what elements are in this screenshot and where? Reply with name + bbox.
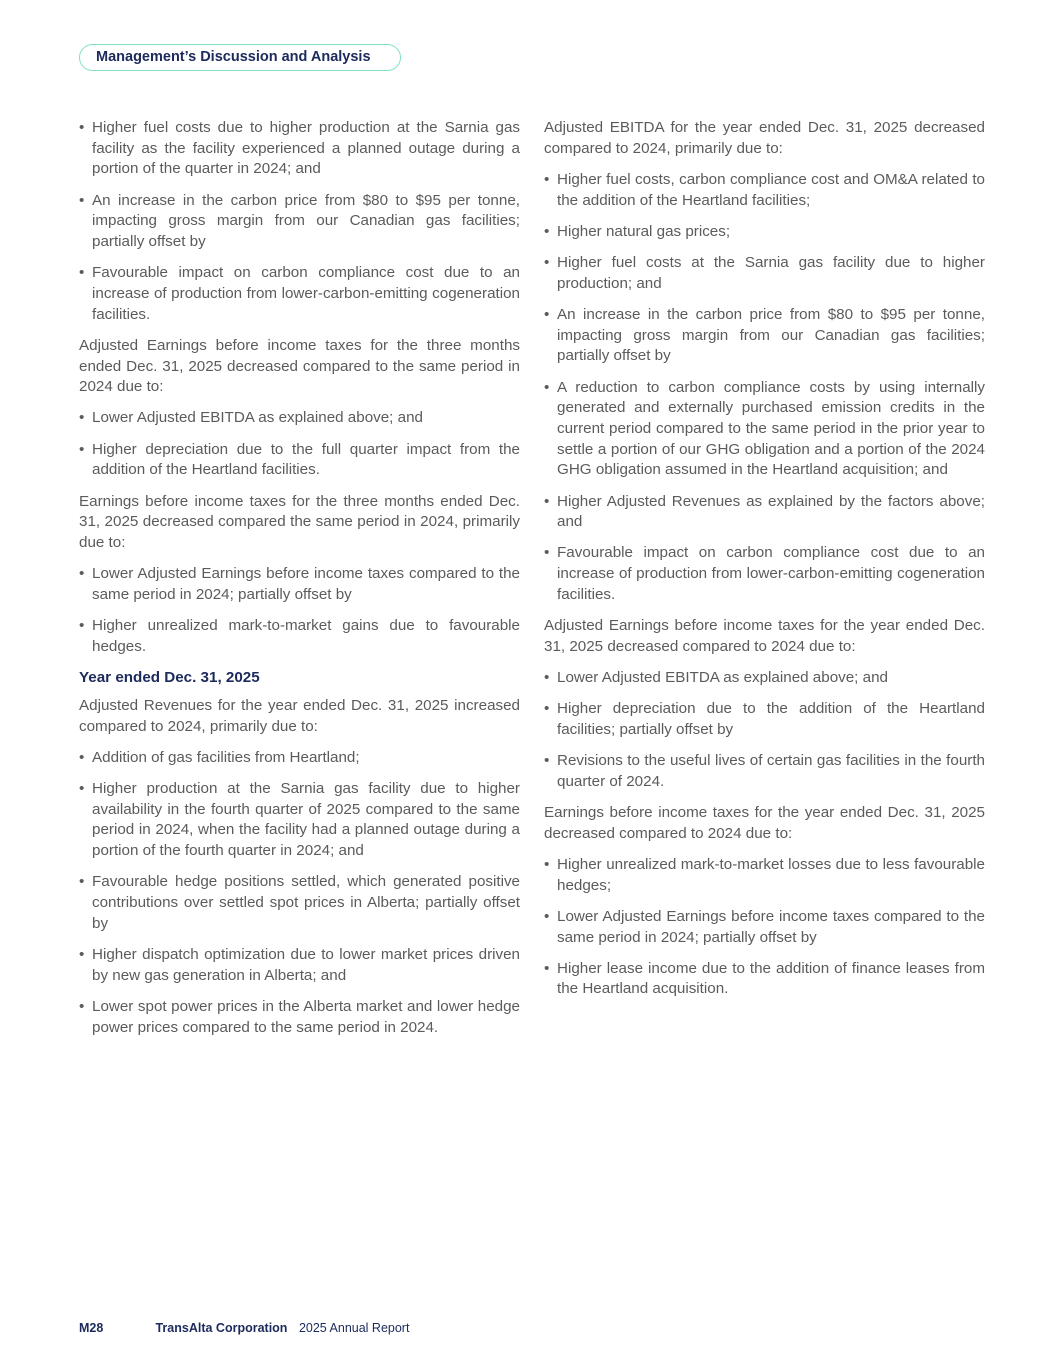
bullet-list — [544, 668, 985, 793]
list-item: • Addition of gas facilities from Heartland; — [79, 748, 520, 769]
left-column — [79, 118, 520, 1049]
company-name: TransAlta Corporation — [155, 1321, 288, 1335]
bullet-list — [79, 118, 520, 325]
report-title: 2025 Annual Report — [298, 1321, 410, 1335]
list-item: • Higher production at the Sarnia gas facility due to higher availability in the fourth quarter of 2025 compared to the same period in 2024, when the facility had a planned outage during a portion of the fourth quarter in 2024; and — [79, 779, 520, 862]
list-item: • A reduction to carbon compliance costs by using internally generated and externally purchased emission credits in the current period compared to the same period in the prior year to settle a portion of our GHG obligation and a portion of the 2024 GHG obligation assumed in the Heartland acquisition; and — [544, 378, 985, 482]
paragraph: Adjusted Earnings before income taxes for the three months ended Dec. 31, 2025 decreased compared to the same period in 2024 due to: — [79, 336, 520, 396]
section-title: Management’s Discussion and Analysis — [79, 44, 401, 71]
bullet-list — [544, 170, 985, 606]
list-item: • Lower Adjusted Earnings before income taxes compared to the same period in 2024; partially offset by — [79, 564, 520, 605]
list-item: • Higher fuel costs due to higher production at the Sarnia gas facility as the facility experienced a planned outage during a portion of the quarter in 2024; and — [79, 118, 520, 180]
list-item: • Higher Adjusted Revenues as explained by the factors above; and — [544, 492, 985, 533]
paragraph: Earnings before income taxes for the three months ended Dec. 31, 2025 decreased compared the same period in 2024, primarily due to: — [79, 492, 520, 551]
list-item: • Favourable impact on carbon compliance cost due to an increase of production from lower-carbon-emitting cogeneration facilities. — [79, 263, 520, 325]
list-item: • Higher natural gas prices; — [544, 222, 985, 243]
list-item: • Higher depreciation due to the addition of the Heartland facilities; partially offset by — [544, 699, 985, 740]
page-footer — [79, 1321, 409, 1335]
paragraph: Adjusted EBITDA for the year ended Dec. 31, 2025 decreased compared to 2024, primarily due to: — [544, 119, 985, 157]
list-item: • Favourable impact on carbon compliance cost due to an increase of production from lower-carbon-emitting cogeneration facilities. — [544, 543, 985, 605]
page-number: M28 — [79, 1321, 104, 1335]
subsection-heading: Year ended Dec. 31, 2025 — [79, 668, 260, 686]
list-item: • Higher fuel costs at the Sarnia gas facility due to higher production; and — [544, 253, 985, 294]
list-item: • Higher unrealized mark-to-market gains due to favourable hedges. — [79, 616, 520, 657]
list-item: • Higher unrealized mark-to-market losses due to less favourable hedges; — [544, 855, 985, 896]
list-item: • Lower Adjusted Earnings before income taxes compared to the same period in 2024; partially offset by — [544, 907, 985, 948]
list-item: • Higher depreciation due to the full quarter impact from the addition of the Heartland facilities. — [79, 440, 520, 481]
list-item: • Higher lease income due to the addition of finance leases from the Heartland acquisition. — [544, 959, 985, 1000]
paragraph: Adjusted Earnings before income taxes for the year ended Dec. 31, 2025 decreased compared to 2024 due to: — [544, 617, 985, 655]
list-item: • Higher fuel costs, carbon compliance cost and OM&A related to the addition of the Heartland facilities; — [544, 170, 985, 211]
list-item: • Lower Adjusted EBITDA as explained above; and — [544, 668, 985, 689]
list-item: • Lower Adjusted EBITDA as explained above; and — [79, 408, 520, 429]
right-column — [544, 118, 985, 1011]
paragraph: Earnings before income taxes for the year ended Dec. 31, 2025 decreased compared to 2024 due to: — [544, 803, 985, 842]
list-item: • Revisions to the useful lives of certain gas facilities in the fourth quarter of 2024. — [544, 751, 985, 792]
list-item: • Favourable hedge positions settled, which generated positive contributions over settled spot prices in Alberta; partially offset by — [79, 872, 520, 934]
list-item: • An increase in the carbon price from $80 to $95 per tonne, impacting gross margin from our Canadian gas facilities; partially offset by — [544, 305, 985, 367]
bullet-list — [544, 855, 985, 1000]
paragraph: Adjusted Revenues for the year ended Dec. 31, 2025 increased compared to 2024, primarily due to: — [79, 696, 520, 735]
list-item: • Higher dispatch optimization due to lower market prices driven by new gas generation in Alberta; and — [79, 945, 520, 986]
bullet-list — [79, 408, 520, 481]
bullet-list — [79, 564, 520, 657]
list-item: • Lower spot power prices in the Alberta market and lower hedge power prices compared to the same period in 2024. — [79, 997, 520, 1038]
list-item: • An increase in the carbon price from $80 to $95 per tonne, impacting gross margin from our Canadian gas facilities; partially offset by — [79, 191, 520, 253]
bullet-list — [79, 748, 520, 1038]
